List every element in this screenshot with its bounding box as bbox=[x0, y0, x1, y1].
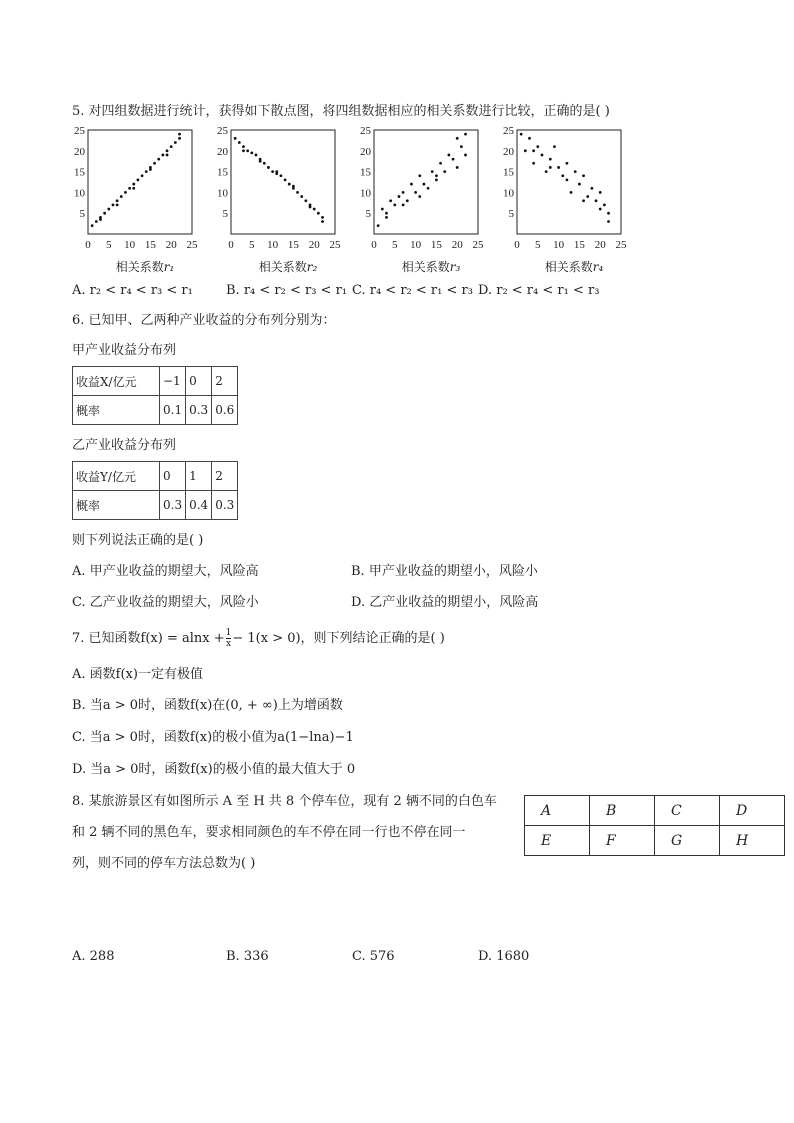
q8-option-b: B. 336 bbox=[226, 949, 269, 964]
q8-line-3: 列，则不同的停车方法总数为( ) bbox=[72, 856, 256, 871]
q5-option-b: B. r₄ < r₂ < r₃ < r₁ bbox=[226, 283, 347, 298]
x-tick-label: 25 bbox=[186, 239, 198, 251]
scatter-point bbox=[520, 133, 523, 136]
scatter-point bbox=[288, 183, 291, 186]
scatter-point bbox=[313, 208, 316, 211]
scatter-point bbox=[406, 199, 409, 202]
scatter-point bbox=[317, 212, 320, 215]
q6-prompt: 则下列说法正确的是( ) bbox=[72, 533, 204, 548]
scatter-point bbox=[246, 149, 249, 152]
y-tick-label: 20 bbox=[217, 145, 228, 158]
x-tick-label: 25 bbox=[615, 239, 627, 251]
fraction-denominator: x bbox=[225, 639, 232, 649]
scatter-plot-3 bbox=[356, 125, 486, 253]
table-cell: 2 bbox=[212, 367, 238, 396]
parking-spot: H bbox=[720, 826, 785, 856]
x-tick-label: 5 bbox=[106, 239, 112, 251]
scatter-point bbox=[166, 149, 169, 152]
plot-caption-4: 相关系数r₄ bbox=[544, 260, 604, 274]
scatter-point bbox=[120, 195, 123, 198]
scatter-point bbox=[174, 141, 177, 144]
x-tick-label: 0 bbox=[371, 239, 377, 251]
x-tick-label: 5 bbox=[249, 239, 255, 251]
scatter-point bbox=[402, 191, 405, 194]
scatter-point bbox=[132, 183, 135, 186]
y-tick-label: 5 bbox=[508, 208, 514, 221]
y-tick-label: 15 bbox=[360, 166, 371, 179]
scatter-point bbox=[582, 199, 585, 202]
y-tick-label: 20 bbox=[74, 145, 85, 158]
table-row bbox=[73, 396, 238, 425]
scatter-point bbox=[292, 185, 295, 188]
x-tick-label: 15 bbox=[573, 239, 585, 251]
scatter-point bbox=[427, 187, 430, 190]
scatter-point bbox=[545, 170, 548, 173]
x-tick-label: 0 bbox=[514, 239, 520, 251]
scatter-point bbox=[532, 149, 535, 152]
scatter-point bbox=[116, 203, 119, 206]
q8-option-a: A. 288 bbox=[72, 949, 115, 964]
scatter-point bbox=[280, 174, 283, 177]
y-tick-label: 20 bbox=[503, 145, 514, 158]
y-tick-label: 5 bbox=[365, 208, 371, 221]
scatter-point bbox=[566, 162, 569, 165]
scatter-point bbox=[541, 154, 544, 157]
table-cell: 0 bbox=[160, 462, 186, 491]
table-cell: 收益X/亿元 bbox=[73, 367, 160, 396]
parking-spot: E bbox=[525, 826, 590, 856]
table-cell: 0.1 bbox=[160, 396, 186, 425]
scatter-point bbox=[157, 158, 160, 161]
fraction bbox=[226, 628, 232, 649]
x-tick-label: 10 bbox=[267, 239, 279, 251]
scatter-point bbox=[234, 137, 237, 140]
scatter-point bbox=[524, 149, 527, 152]
scatter-point bbox=[599, 191, 602, 194]
plot-frame bbox=[517, 130, 621, 234]
parking-spot: F bbox=[590, 826, 655, 856]
scatter-point bbox=[464, 133, 467, 136]
scatter-point bbox=[561, 174, 564, 177]
scatter-point bbox=[132, 187, 135, 190]
scatter-point bbox=[418, 195, 421, 198]
x-tick-label: 20 bbox=[451, 239, 463, 251]
y-tick-label: 25 bbox=[503, 125, 514, 137]
x-tick-label: 5 bbox=[535, 239, 541, 251]
x-tick-label: 15 bbox=[430, 239, 442, 251]
scatter-point bbox=[304, 199, 307, 202]
scatter-point bbox=[389, 199, 392, 202]
q7-stem-part2: − 1(x > 0)，则下列结论正确的是( ) bbox=[232, 631, 445, 646]
parking-spot: D bbox=[720, 796, 785, 826]
scatter-point bbox=[385, 216, 388, 219]
q7-option-b: B. 当a > 0时，函数f(x)在(0, + ∞)上为增函数 bbox=[72, 698, 343, 713]
scatter-point bbox=[309, 206, 312, 209]
scatter-point bbox=[607, 220, 610, 223]
scatter-point bbox=[603, 203, 606, 206]
x-tick-label: 10 bbox=[553, 239, 565, 251]
scatter-point bbox=[532, 162, 535, 165]
distribution-table-a bbox=[72, 366, 238, 425]
plot-caption-1: 相关系数r₁ bbox=[115, 260, 175, 274]
scatter-point bbox=[418, 174, 421, 177]
q6-option-a: A. 甲产业收益的期望大，风险高 bbox=[72, 564, 259, 579]
q8-line-2: 和 2 辆不同的黑色车，要求相同颜色的车不停在同一行也不停在同一 bbox=[72, 825, 466, 840]
table-cell: 0.3 bbox=[186, 396, 212, 425]
scatter-point bbox=[460, 145, 463, 148]
scatter-point bbox=[259, 160, 262, 163]
x-tick-label: 0 bbox=[228, 239, 234, 251]
scatter-point bbox=[99, 218, 102, 221]
q5-option-c: C. r₄ < r₂ < r₁ < r₃ bbox=[352, 283, 473, 298]
parking-spot: B bbox=[590, 796, 655, 826]
scatter-point bbox=[95, 220, 98, 223]
scatter-point bbox=[178, 137, 181, 140]
q8-line-1: 8. 某旅游景区有如图所示 A 至 H 共 8 个停车位，现有 2 辆不同的白色车 bbox=[72, 794, 497, 809]
scatter-point bbox=[321, 220, 324, 223]
scatter-point bbox=[586, 195, 589, 198]
scatter-point bbox=[599, 208, 602, 211]
scatter-point bbox=[393, 203, 396, 206]
scatter-point bbox=[263, 162, 266, 165]
x-tick-label: 25 bbox=[472, 239, 484, 251]
y-tick-label: 20 bbox=[360, 145, 371, 158]
y-tick-label: 5 bbox=[79, 208, 85, 221]
y-tick-label: 25 bbox=[74, 125, 85, 137]
plot-caption-2: 相关系数r₂ bbox=[258, 260, 318, 274]
x-tick-label: 10 bbox=[410, 239, 422, 251]
scatter-point bbox=[423, 183, 426, 186]
scatter-point bbox=[435, 179, 438, 182]
x-tick-label: 15 bbox=[144, 239, 156, 251]
scatter-point bbox=[549, 166, 552, 169]
scatter-point bbox=[410, 183, 413, 186]
plot-frame bbox=[88, 130, 192, 234]
scatter-point bbox=[435, 174, 438, 177]
scatter-point bbox=[271, 170, 274, 173]
x-tick-label: 25 bbox=[329, 239, 341, 251]
scatter-point bbox=[557, 166, 560, 169]
scatter-point bbox=[570, 191, 573, 194]
parking-spot: G bbox=[655, 826, 720, 856]
scatter-point bbox=[456, 137, 459, 140]
scatter-point bbox=[255, 154, 258, 157]
y-tick-label: 25 bbox=[217, 125, 228, 137]
scatter-point bbox=[447, 154, 450, 157]
q7-option-c: C. 当a > 0时，函数f(x)的极小值为a(1−lna)−1 bbox=[72, 730, 354, 745]
scatter-point bbox=[402, 203, 405, 206]
plot-caption-3: 相关系数r₃ bbox=[401, 260, 461, 274]
x-tick-label: 5 bbox=[392, 239, 398, 251]
scatter-point bbox=[566, 179, 569, 182]
scatter-point bbox=[170, 145, 173, 148]
x-tick-label: 0 bbox=[85, 239, 91, 251]
scatter-point bbox=[528, 137, 531, 140]
table-cell: 收益Y/亿元 bbox=[73, 462, 160, 491]
table-row bbox=[525, 796, 785, 826]
table-cell: 0.4 bbox=[186, 491, 212, 520]
scatter-point bbox=[107, 208, 110, 211]
scatter-point bbox=[145, 170, 148, 173]
scatter-point bbox=[284, 179, 287, 182]
table-cell: 0.3 bbox=[212, 491, 238, 520]
scatter-point bbox=[112, 203, 115, 206]
scatter-point bbox=[103, 212, 106, 215]
x-tick-label: 15 bbox=[287, 239, 299, 251]
q7-option-a: A. 函数f(x)一定有极值 bbox=[72, 667, 203, 682]
scatter-point bbox=[250, 151, 253, 154]
y-tick-label: 10 bbox=[503, 187, 514, 200]
scatter-point bbox=[456, 166, 459, 169]
scatter-point bbox=[300, 195, 303, 198]
scatter-point bbox=[238, 141, 241, 144]
q6-option-c: C. 乙产业收益的期望大，风险小 bbox=[72, 595, 259, 610]
q7-stem-part1: 7. 已知函数f(x) = alnx + bbox=[72, 631, 225, 646]
q7-stem bbox=[72, 627, 445, 651]
x-tick-label: 20 bbox=[594, 239, 606, 251]
scatter-point bbox=[439, 162, 442, 165]
scatter-point bbox=[595, 199, 598, 202]
scatter-point bbox=[153, 162, 156, 165]
y-tick-label: 10 bbox=[217, 187, 228, 200]
x-tick-label: 20 bbox=[165, 239, 177, 251]
scatter-point bbox=[377, 224, 380, 227]
table-cell: 0 bbox=[186, 367, 212, 396]
q5-option-d: D. r₂ < r₄ < r₁ < r₃ bbox=[478, 283, 600, 298]
scatter-point bbox=[296, 191, 299, 194]
table-row bbox=[525, 826, 785, 856]
x-tick-label: 20 bbox=[308, 239, 320, 251]
scatter-point bbox=[452, 158, 455, 161]
y-tick-label: 10 bbox=[74, 187, 85, 200]
table-cell: 0.6 bbox=[212, 396, 238, 425]
fraction-numerator: 1 bbox=[225, 628, 232, 638]
scatter-point bbox=[385, 212, 388, 215]
scatter-point bbox=[443, 170, 446, 173]
scatter-point bbox=[414, 191, 417, 194]
scatter-point bbox=[381, 208, 384, 211]
x-tick-label: 10 bbox=[124, 239, 136, 251]
y-tick-label: 5 bbox=[222, 208, 228, 221]
q7-option-d: D. 当a > 0时，函数f(x)的极小值的最大值大于 0 bbox=[72, 762, 356, 777]
q8-option-c: C. 576 bbox=[352, 949, 395, 964]
table-cell: 2 bbox=[212, 462, 238, 491]
y-tick-label: 15 bbox=[503, 166, 514, 179]
scatter-point bbox=[578, 183, 581, 186]
scatter-point bbox=[275, 170, 278, 173]
scatter-point bbox=[607, 212, 610, 215]
scatter-point bbox=[149, 168, 152, 171]
scatter-point bbox=[242, 149, 245, 152]
table-cell: 概率 bbox=[73, 491, 160, 520]
scatter-point bbox=[536, 145, 539, 148]
scatter-point bbox=[128, 187, 131, 190]
scatter-point bbox=[464, 154, 467, 157]
q8-option-d: D. 1680 bbox=[478, 949, 530, 964]
parking-spot: A bbox=[525, 796, 590, 826]
table-row bbox=[73, 367, 238, 396]
scatter-point bbox=[124, 191, 127, 194]
table-a-title: 甲产业收益分布列 bbox=[72, 343, 177, 358]
scatter-point bbox=[431, 170, 434, 173]
table-cell: −1 bbox=[160, 367, 186, 396]
parking-grid bbox=[524, 795, 785, 856]
plot-frame bbox=[374, 130, 478, 234]
table-row bbox=[73, 491, 238, 520]
plot-frame bbox=[231, 130, 335, 234]
scatter-point bbox=[553, 145, 556, 148]
scatter-point bbox=[161, 154, 164, 157]
distribution-table-b bbox=[72, 461, 238, 520]
table-row bbox=[73, 462, 238, 491]
scatter-plot-2 bbox=[213, 125, 343, 253]
table-cell: 1 bbox=[186, 462, 212, 491]
y-tick-label: 15 bbox=[217, 166, 228, 179]
scatter-plot-1 bbox=[70, 125, 200, 253]
scatter-point bbox=[137, 179, 140, 182]
scatter-plot-4 bbox=[499, 125, 629, 253]
q6-option-b: B. 甲产业收益的期望小，风险小 bbox=[351, 564, 538, 579]
scatter-point bbox=[549, 158, 552, 161]
scatter-point bbox=[91, 224, 94, 227]
table-b-title: 乙产业收益分布列 bbox=[72, 438, 177, 453]
y-tick-label: 15 bbox=[74, 166, 85, 179]
scatter-point bbox=[141, 174, 144, 177]
q5-stem: 5. 对四组数据进行统计，获得如下散点图，将四组数据相应的相关系数进行比较，正确的是( ) bbox=[72, 104, 610, 119]
scatter-point bbox=[116, 199, 119, 202]
q6-stem: 6. 已知甲、乙两种产业收益的分布列分别为： bbox=[72, 313, 336, 328]
table-cell: 0.3 bbox=[160, 491, 186, 520]
y-tick-label: 10 bbox=[360, 187, 371, 200]
table-cell: 概率 bbox=[73, 396, 160, 425]
scatter-point bbox=[582, 174, 585, 177]
scatter-point bbox=[242, 145, 245, 148]
scatter-point bbox=[166, 154, 169, 157]
scatter-point bbox=[574, 170, 577, 173]
scatter-point bbox=[267, 166, 270, 169]
q5-option-a: A. r₂ < r₄ < r₃ < r₁ bbox=[72, 283, 193, 298]
parking-spot: C bbox=[655, 796, 720, 826]
scatter-point bbox=[321, 216, 324, 219]
q6-option-d: D. 乙产业收益的期望小，风险高 bbox=[351, 595, 539, 610]
scatter-point bbox=[178, 133, 181, 136]
y-tick-label: 25 bbox=[360, 125, 371, 137]
scatter-point bbox=[398, 195, 401, 198]
scatter-point bbox=[590, 187, 593, 190]
